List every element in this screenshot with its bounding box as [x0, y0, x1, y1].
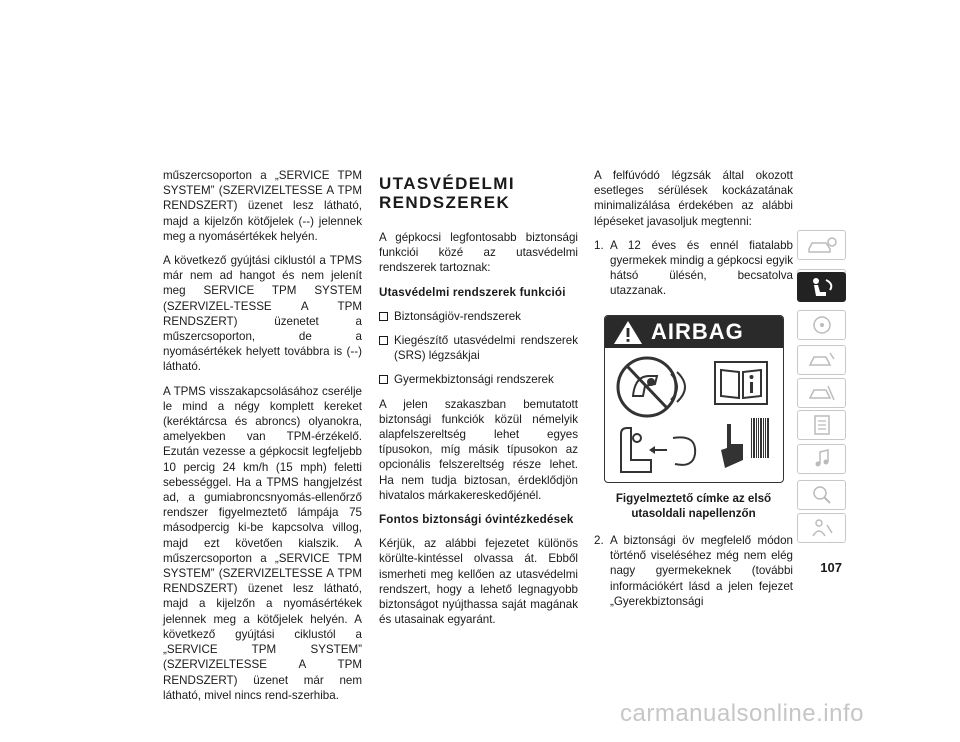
- checklist-icon: [806, 414, 838, 436]
- steering-wheel-icon: [806, 314, 838, 336]
- car-info-icon: [806, 234, 838, 256]
- paragraph: műszercsoporton a „SERVICE TPM SYSTEM” (SZERVIZELTESSE A TPM RENDSZERT) üzenet lesz látható, majd a kijelzőn kötőjelek (--) jelennek meg a nyomásértékek helyén.: [163, 169, 362, 243]
- airbag-warning-label: [604, 315, 784, 483]
- paragraph: A következő gyújtási ciklustól a TPMS már nem ad hangot és nem jelenít meg SERVICE TPM SYSTEM (SZERVIZEL-TESSE A TPM RENDSZERT) üzenetet a műszercsoporton, de a nyomásértékek helyett továbbra is (--) látható.: [163, 254, 362, 374]
- numbered-item: 2. A biztonsági öv megfelelő módon történő viseléséhez még nem elég nagy gyermekeknek (további információkért lásd a jelen fejezet „Gyerekbiztonsági: [594, 534, 793, 608]
- subheading: Utasvédelmi rendszerek funkciói: [379, 285, 566, 299]
- airbag-label-header: [605, 316, 783, 348]
- car-wrench-icon: [806, 382, 838, 404]
- music-note-icon: [806, 448, 838, 470]
- barcode-icon: [749, 416, 773, 476]
- checkbox-square-icon: [379, 312, 388, 321]
- watermark: carmanualsonline.info: [620, 700, 864, 727]
- nav-tab-safety[interactable]: [797, 272, 846, 302]
- nav-tab-vehicle-intro[interactable]: [797, 230, 846, 260]
- paragraph: A jelen szakaszban bemutatott biztonsági funkciók közül némelyik alapfelszereltség lehet egyes típusokon, míg másik típusokon az opcionális felszereltség része lehet. Ha nem tudja biztosan, érdeklődjön hivatalos márkakereskedőjénél.: [379, 397, 578, 502]
- airbag-label-title: AIRBAG: [651, 318, 744, 344]
- nav-tab-starting-driving[interactable]: [797, 310, 846, 340]
- text-column-left: [163, 168, 362, 712]
- manual-info-icon: [713, 360, 769, 406]
- page-number: 107: [820, 560, 842, 575]
- bullet-item: Biztonságiöv-rendszerek: [379, 309, 578, 324]
- bullet-item: Gyermekbiztonsági rendszerek: [379, 372, 578, 387]
- nav-tab-maintenance[interactable]: [797, 378, 846, 408]
- paragraph: Kérjük, az alábbi fejezetet különös körülte-kintéssel olvassa át. Ebből ismerheti meg kellően az utasvédelmi rendszert, hogy a lehető legnagyobb biztonságot nyújthassa saját magának és utasainak egyaránt.: [379, 537, 578, 627]
- text-column-right: [594, 168, 793, 618]
- numbered-item: 1. A 12 éves és ennél fiatalabb gyermekek mindig a gépkocsi egyik hátsó ülésén, becsatolva utazzanak.: [594, 238, 794, 298]
- seat-airbag-deploy-icon: [611, 424, 707, 476]
- section-title: UTASVÉDELMI RENDSZEREK: [379, 174, 515, 212]
- nav-tab-specifications[interactable]: [797, 410, 846, 440]
- seat-airbag-icon: [806, 276, 838, 298]
- paragraph: A TPMS visszakapcsolásához cserélje le mind a négy komplett kereket (keréktárcsa és abroncs) olyanokra, amelyekben van TPM-érzékelő. Ezután vezesse a gépkocsit legfeljebb 10 percig 24 km/h (15 mph) feletti sebességgel. Ha a TPMS hangjelzést ad, a gumiabroncsnyomás-ellenőrző rendszer figyelmeztető lámpája 75 másodpercig ki-be kapcsolva villog, majd ezt követően kialszik. A műszercsoporton a „SERVICE TPM SYSTEM” (SZERVIZELTESSE A TPM RENDSZERT) üzenet lesz látható, majd a kijelzőn a nyomásértékek jelennek meg a kötőjelek helyén. A következő gyújtási ciklustól a „SERVICE TPM SYSTEM” (SZERVIZELTESSE A TPM RENDSZERT) üzenet már nem látható, mivel nincs rend-szerhiba.: [163, 384, 362, 702]
- nav-tab-index[interactable]: [797, 480, 846, 510]
- subheading: Fontos biztonsági óvintézkedések: [379, 513, 574, 527]
- no-child-seat-icon: [611, 354, 703, 420]
- paragraph: A gépkocsi legfontosabb biztonsági funkciói közé az utasvédelmi rendszerek tartoznak:: [379, 231, 578, 275]
- person-wrench-icon: [806, 517, 838, 539]
- magnifier-icon: [806, 484, 838, 506]
- checkbox-square-icon: [379, 375, 388, 384]
- text-column-middle: [379, 168, 578, 636]
- figure-caption: Figyelmeztető címke az első utasoldali napellenzőn: [615, 491, 772, 520]
- pointing-hand-icon: [715, 420, 749, 472]
- nav-tab-multimedia[interactable]: [797, 444, 846, 474]
- paragraph: A felfúvódó légzsák által okozott esetleges sérülések kockázatának minimalizálása érdekében az alábbi lépéseket javasoljuk megtenni:: [594, 169, 793, 228]
- checkbox-square-icon: [379, 336, 388, 345]
- bullet-item: Kiegészítő utasvédelmi rendszerek (SRS) légzsákjai: [379, 333, 578, 363]
- warning-triangle-icon: [613, 320, 643, 345]
- nav-tab-customer-assistance[interactable]: [797, 513, 846, 543]
- nav-tab-emergency[interactable]: [797, 345, 846, 375]
- car-crash-icon: [806, 349, 838, 371]
